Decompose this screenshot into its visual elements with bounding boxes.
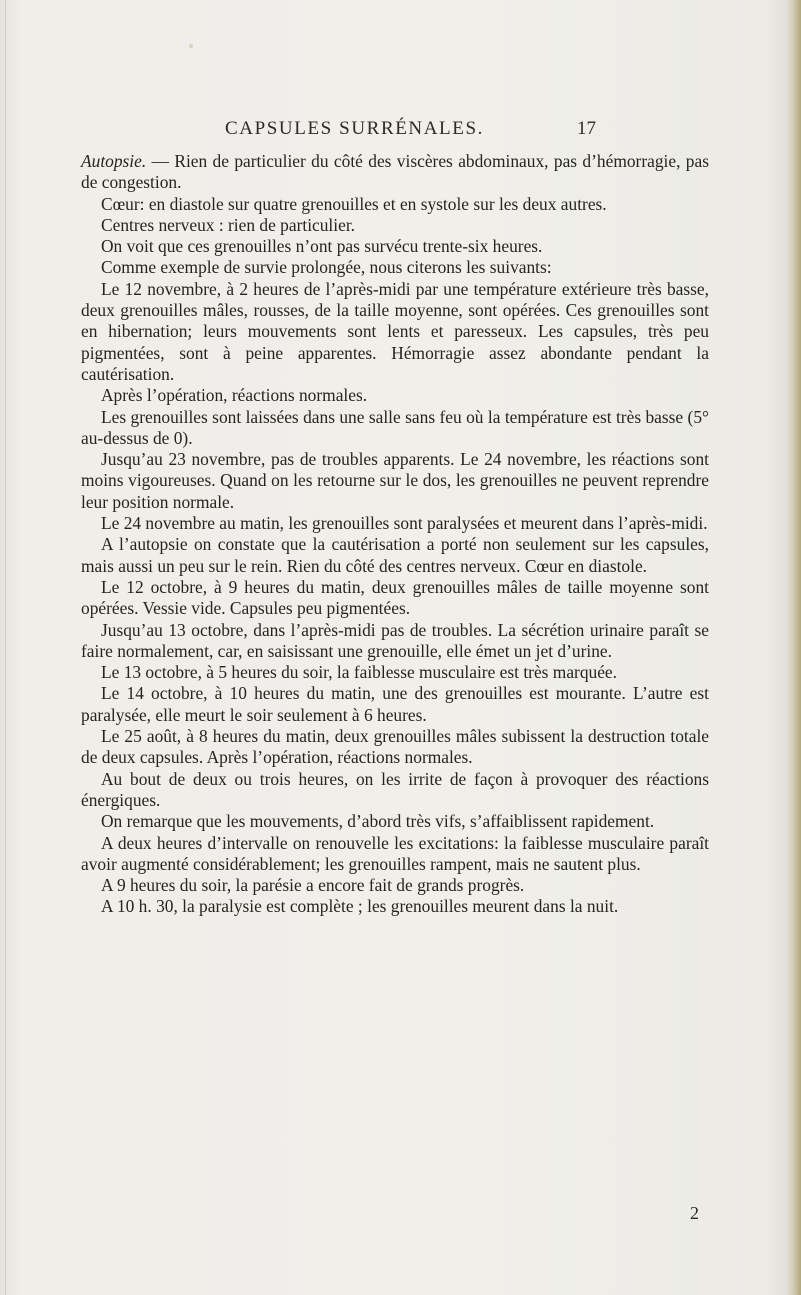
paragraph: Cœur: en diastole sur quatre grenouilles et en systole sur les deux autres. (101, 193, 607, 214)
paragraph: Après l’opération, réactions normales. (101, 385, 368, 406)
paragraph: On voit que ces grenouilles n’ont pas survécu trente-six heures. (101, 236, 543, 257)
paragraph: Jusqu’au 13 octobre, dans l’après-midi pas de troubles. La sécrétion urinaire paraît se faire normalement, car, en saisissant une grenouille, elle émet un jet d’urine. (81, 619, 709, 661)
paragraph: Le 13 octobre, à 5 heures du soir, la faiblesse musculaire est très marquée. (101, 662, 618, 683)
running-title: CAPSULES SURRÉNALES. (225, 118, 484, 139)
paragraph-autopsie (81, 151, 709, 194)
page-edge-left (5, 0, 6, 1295)
paragraph: On remarque que les mouvements, d’abord très vifs, s’affaiblissent rapidement. (101, 811, 655, 832)
signature-mark: 2 (690, 1203, 699, 1223)
paragraph: A deux heures d’intervalle on renouvelle les excitations: la faiblesse musculaire paraît avoir augmenté considérablement; les grenouilles rampent, mais ne sautent plus. (81, 832, 709, 874)
paragraph: Les grenouilles sont laissées dans une salle sans feu où la température est très basse (5° au-dessus de 0). (81, 406, 709, 448)
paragraph: Le 12 novembre, à 2 heures de l’après-midi par une température extérieure très basse, deux grenouilles mâles, rousses, de la taille moyenne, sont opérées. Ces grenouilles sont en hibernation; leurs mouvements sont lents et paresseux. Les capsules, très peu pigmentées, sont à peine apparentes. Hémorragie assez abondante pendant la cautérisation. (81, 278, 709, 384)
paragraph-lead: Autopsie. (81, 151, 147, 171)
paragraph: Le 24 novembre au matin, les grenouilles sont paralysées et meurent dans l’après-midi. (101, 513, 708, 534)
page-number: 17 (577, 118, 596, 139)
paragraph: Le 14 octobre, à 10 heures du matin, une des grenouilles est mourante. L’autre est paralysée, elle meurt le soir seulement à 6 heures. (81, 683, 709, 725)
paragraph: A l’autopsie on constate que la cautérisation a porté non seulement sur les capsules, mais aussi un peu sur le rein. Rien du côté des centres nerveux. Cœur en diastole. (81, 534, 709, 576)
paragraph: Le 25 août, à 8 heures du matin, deux grenouilles mâles subissent la destruction totale de deux capsules. Après l’opération, réactions normales. (81, 726, 709, 768)
paragraph: Jusqu’au 23 novembre, pas de troubles apparents. Le 24 novembre, les réactions sont moins vigoureuses. Quand on les retourne sur le dos, les grenouilles ne peuvent reprendre leur position normale. (81, 449, 709, 512)
body-text (81, 151, 709, 918)
paragraph: Au bout de deux ou trois heures, on les irrite de façon à provoquer des réactions énergiques. (81, 768, 709, 810)
paragraph: A 10 h. 30, la paralysie est complète ; les grenouilles meurent dans la nuit. (101, 896, 619, 917)
paragraph: Centres nerveux : rien de particulier. (101, 214, 355, 235)
paragraph-text: — Rien de particulier du côté des viscères abdominaux, pas d’hémorragie, pas de congestion. (81, 151, 709, 193)
paragraph: A 9 heures du soir, la parésie a encore fait de grands progrès. (101, 875, 525, 896)
paragraph: Comme exemple de survie prolongée, nous citerons les suivants: (101, 257, 552, 278)
paragraph: Le 12 octobre, à 9 heures du matin, deux grenouilles mâles de taille moyenne sont opérées. Vessie vide. Capsules peu pigmentées. (81, 576, 709, 619)
page-edge-right (787, 0, 801, 1295)
paper-spot (189, 44, 193, 48)
